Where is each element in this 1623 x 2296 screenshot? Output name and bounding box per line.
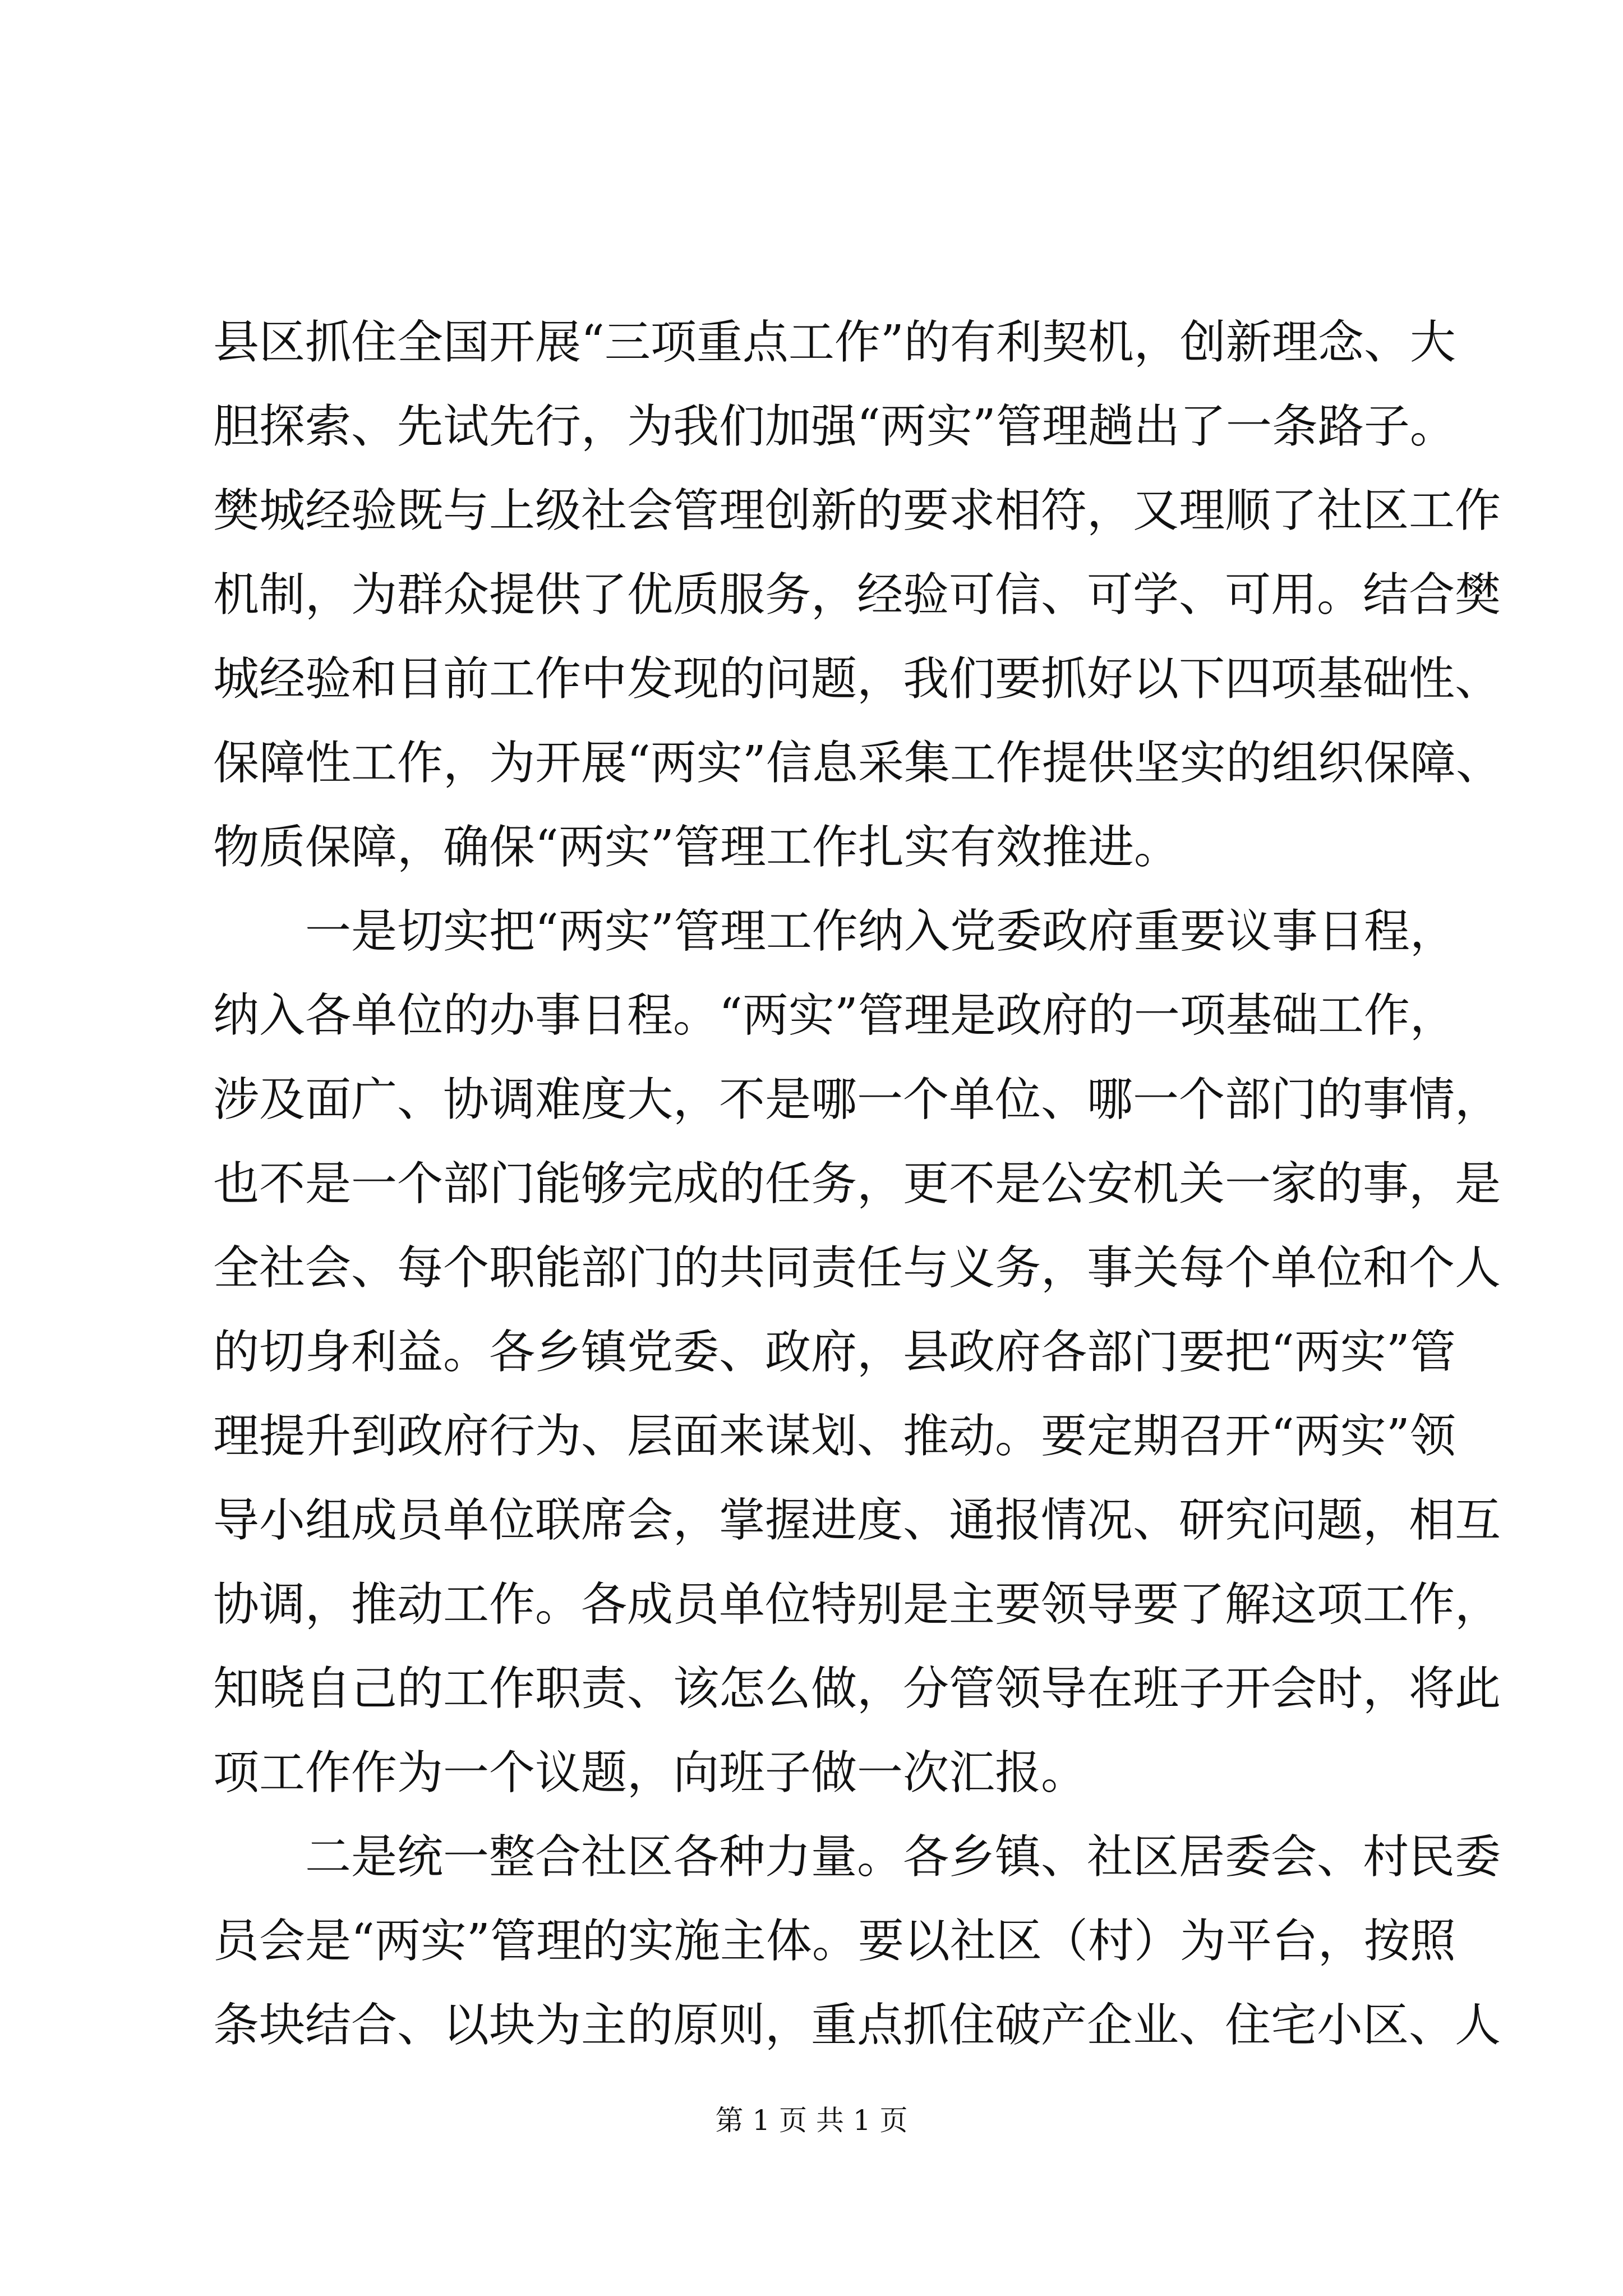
document-body <box>213 301 1502 2068</box>
text-line: 二是统一整合社区各种力量。各乡镇、社区居委会、村民委 <box>213 1830 1501 1884</box>
page-number-footer: 第 1 页 共 1 页 <box>715 2104 908 2137</box>
text-line: 一是切实把“两实”管理工作纳入党委政府重要议事日程， <box>213 905 1456 958</box>
text-line: 全社会、每个职能部门的共同责任与义务，事关每个单位和个人 <box>213 1241 1501 1295</box>
text-line: 的切身利益。各乡镇党委、政府，县政府各部门要把“两实”管 <box>213 1326 1456 1379</box>
text-line: 协调，推动工作。各成员单位特别是主要领导要了解这项工作， <box>213 1578 1501 1631</box>
text-line: 樊城经验既与上级社会管理创新的要求相符，又理顺了社区工作 <box>213 484 1501 537</box>
text-line: 保障性工作，为开展“两实”信息采集工作提供坚实的组织保障、 <box>213 737 1502 790</box>
text-line: 理提升到政府行为、层面来谋划、推动。要定期召开“两实”领 <box>213 1410 1456 1463</box>
text-line: 涉及面广、协调难度大，不是哪一个单位、哪一个部门的事情， <box>213 1073 1501 1126</box>
paragraph-point-two <box>213 1815 1501 2068</box>
paragraph-intro <box>213 301 1502 890</box>
text-line: 物质保障，确保“两实”管理工作扎实有效推进。 <box>213 821 1180 874</box>
text-line: 胆探索、先试先行，为我们加强“两实”管理趟出了一条路子。 <box>213 400 1456 453</box>
text-line: 员会是“两实”管理的实施主体。要以社区（村）为平台，按照 <box>213 1915 1456 1968</box>
text-line: 机制，为群众提供了优质服务，经验可信、可学、可用。结合樊 <box>213 568 1501 622</box>
paragraph-point-one <box>213 890 1501 1815</box>
text-line: 知晓自己的工作职责、该怎么做，分管领导在班子开会时，将此 <box>213 1662 1501 1715</box>
text-line: 导小组成员单位联席会，掌握进度、通报情况、研究问题，相互 <box>213 1494 1501 1547</box>
text-line: 也不是一个部门能够完成的任务，更不是公安机关一家的事，是 <box>213 1157 1501 1211</box>
text-line: 项工作作为一个议题，向班子做一次汇报。 <box>213 1746 1087 1800</box>
text-line: 条块结合、以块为主的原则，重点抓住破产企业、住宅小区、人 <box>213 1999 1501 2052</box>
text-line: 城经验和目前工作中发现的问题，我们要抓好以下四项基础性、 <box>213 652 1501 706</box>
text-line: 县区抓住全国开展“三项重点工作”的有利契机，创新理念、大 <box>213 316 1456 369</box>
text-line: 纳入各单位的办事日程。“两实”管理是政府的一项基础工作， <box>213 989 1456 1042</box>
